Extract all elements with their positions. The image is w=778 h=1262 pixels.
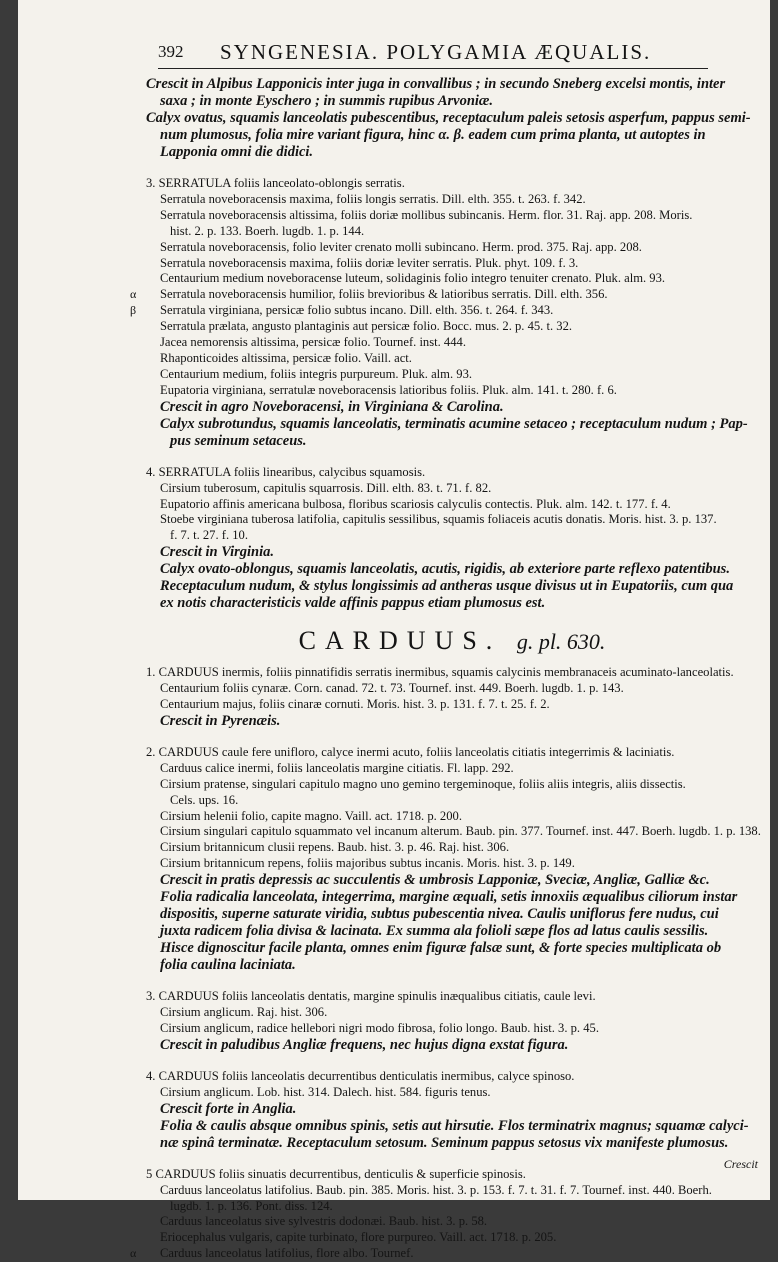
text-line	[146, 1021, 758, 1037]
species-heading	[146, 465, 758, 481]
text-line	[146, 271, 758, 287]
line-text: Crescit in pratis depressis ac succulentis & umbrosis Lapponiæ, Sveciæ, Angliæ, Galliæ &c.	[160, 872, 710, 889]
line-text: Centaurium medium, foliis integris purpureum. Pluk. alm. 93.	[160, 366, 473, 381]
variety-mark: β	[130, 303, 137, 318]
species-heading	[146, 1167, 758, 1183]
text-line	[146, 793, 758, 809]
text-line	[146, 697, 758, 713]
line-text: Carduus lanceolatus sive sylvestris dodonæi. Baub. hist. 3. p. 58.	[160, 1214, 488, 1229]
text-line	[146, 93, 758, 110]
text-line	[146, 240, 758, 256]
line-text: Serratula noveboracensis, folio leviter crenato molli subincano. Herm. prod. 375. Raj. app. 208.	[160, 239, 642, 254]
line-text: Eupatoria virginiana, serratulæ noveboracensis latioribus foliis. Pluk. alm. 141. t. 280. f. 6.	[160, 382, 617, 397]
genus-name: CARDUUS.	[298, 626, 502, 656]
page-body	[130, 76, 761, 1262]
variety-mark: α	[130, 287, 137, 302]
text-line	[146, 872, 758, 889]
line-text: num plumosus, folia mire variant figura, hinc α. β. eadem cum prima planta, ut autoptes in	[160, 127, 706, 143]
line-text: 3. CARDUUS foliis lanceolatis dentatis, margine spinulis inæqualibus citiatis, caule levi.	[146, 989, 596, 1004]
spacer	[146, 612, 758, 620]
species-heading	[146, 665, 758, 681]
line-text: Serratula prælata, angusto plantaginis aut persicæ folio. Bocc. mus. 2. p. 45. t. 32.	[160, 319, 573, 334]
text-line	[146, 713, 758, 730]
line-text: Cirsium britannicum repens, foliis majoribus subtus incanis. Moris. hist. 3. p. 149.	[160, 856, 575, 871]
line-text: Crescit in agro Noveboracensi, in Virginiana & Carolina.	[160, 398, 504, 415]
text-line	[146, 761, 758, 777]
text-line	[146, 481, 758, 497]
text-line	[146, 824, 761, 840]
text-line	[146, 889, 758, 906]
spacer	[146, 974, 758, 989]
species-heading	[146, 176, 758, 192]
line-text: Carduus lanceolatus latifolius, flore albo. Tournef.	[160, 1246, 414, 1261]
line-text: Eupatorio affinis americana bulbosa, floribus scariosis calyculis contectis. Pluk. alm. 142. t. 177. f. 4.	[160, 496, 671, 511]
line-text: hist. 2. p. 133. Boerh. lugdb. 1. p. 144.	[170, 223, 365, 238]
line-text: Carduus lanceolatus latifolius. Baub. pin. 385. Moris. hist. 3. p. 153. f. 7. t. 31. f. 7. Tournef. inst. 440. Boerh.	[160, 1182, 712, 1197]
text-line	[146, 1005, 758, 1021]
text-line	[146, 497, 758, 513]
text-line	[146, 1183, 758, 1199]
line-text: Crescit in Pyrenæis.	[160, 712, 281, 729]
text-line	[146, 1118, 758, 1135]
text-line	[146, 416, 758, 433]
page-header	[158, 38, 708, 69]
line-text: folia caulina laciniata.	[160, 957, 296, 974]
line-text: 1. CARDUUS inermis, foliis pinnatifidis serratis inermibus, squamis calycinis membranaceis acuminato-lanceolatis.	[146, 665, 734, 680]
text-line	[146, 1037, 758, 1054]
genus-reference: g. pl. 630.	[516, 629, 606, 655]
line-text: 4. SERRATULA foliis linearibus, calycibus squamosis.	[146, 464, 426, 479]
line-text: Jacea nemorensis altissima, persicæ folio. Tournef. inst. 444.	[160, 335, 466, 350]
text-line	[146, 856, 758, 872]
text-line	[146, 110, 758, 127]
line-text: Centaurium foliis cynaræ. Corn. canad. 72. t. 73. Tournef. inst. 449. Boerh. lugdb. 1. p. 143.	[160, 681, 624, 696]
text-line	[146, 335, 758, 351]
text-line	[130, 287, 758, 303]
text-line	[146, 224, 758, 240]
text-line	[146, 840, 758, 856]
line-text: Lapponia omni die didici.	[160, 144, 314, 160]
line-text: Cirsium britannicum clusii repens. Baub. hist. 3. p. 46. Raj. hist. 306.	[160, 840, 510, 855]
variety-mark: α	[130, 1246, 137, 1261]
line-text: Serratula noveboracensis humilior, foliis brevioribus & latioribus serratis. Dill. elth. 356.	[160, 287, 608, 302]
line-text: Serratula noveboracensis maxima, foliis doriæ leviter serratis. Pluk. phyt. 109. f. 3.	[160, 255, 579, 270]
line-text: Crescit in Virginia.	[160, 544, 275, 561]
line-text: Folia radicalia lanceolata, integerrima, margine æquali, setis innoxiis æqualibus ciliorum instar	[160, 889, 738, 906]
line-text: Carduus calice inermi, foliis lanceolatis margine citiatis. Fl. lapp. 292.	[160, 760, 514, 775]
text-line	[130, 303, 758, 319]
species-heading	[146, 745, 758, 761]
line-text: 2. CARDUUS caule fere unifloro, calyce inermi acuto, foliis lanceolatis citiatis integerrimis & laciniatis.	[146, 744, 675, 759]
species-heading	[146, 1069, 758, 1085]
line-text: f. 7. t. 27. f. 10.	[170, 528, 249, 543]
line-text: Crescit in paludibus Angliæ frequens, nec hujus digna exstat figura.	[160, 1036, 569, 1053]
line-text: Cirsium pratense, singulari capitulo magno uno gemino tergeminoque, foliis aliis integris, aliis dissectis.	[160, 776, 686, 791]
text-line	[130, 1246, 758, 1262]
line-text: Cirsium anglicum. Raj. hist. 306.	[160, 1005, 328, 1020]
line-text: næ spinâ terminatæ. Receptaculum setosum. Seminum pappus setosus vix manifeste plumosus.	[160, 1134, 729, 1151]
page-number: 392	[158, 42, 184, 61]
text-line	[146, 544, 758, 561]
line-text: Eriocephalus vulgaris, capite turbinato, flore purpureo. Vaill. act. 1718. p. 205.	[160, 1230, 557, 1245]
text-line	[146, 512, 758, 528]
line-text: Cirsium tuberosum, capitulis squarrosis. Dill. elth. 83. t. 71. f. 82.	[160, 480, 492, 495]
line-text: Folia & caulis absque omnibus spinis, setis aut hirsutie. Flos terminatrix magnus; squamæ calyci-	[160, 1117, 749, 1134]
text-line	[146, 127, 758, 144]
text-line	[146, 1085, 758, 1101]
line-text: dispositis, superne saturate viridia, subtus pubescentia nivea. Caulis uniflorus fere nudus, cui	[160, 906, 719, 923]
text-line	[146, 777, 758, 793]
line-text: Serratula noveboracensis maxima, foliis longis serratis. Dill. elth. 355. t. 263. f. 342.	[160, 191, 586, 206]
text-line	[146, 208, 758, 224]
line-text: Cirsium singulari capitulo squammato vel incanum alterum. Baub. pin. 377. Tournef. inst. 447. Boerh. lugdb. 1. p. 138.	[160, 824, 761, 839]
spacer	[146, 1152, 758, 1167]
text-line	[146, 319, 758, 335]
spacer	[146, 161, 758, 176]
line-text: Stoebe virginiana tuberosa latifolia, capitulis sessilibus, squamis foliaceis acutis donatis. Moris. hist. 3. p. 137.	[160, 512, 717, 527]
text-line	[146, 383, 758, 399]
line-text: 4. CARDUUS foliis lanceolatis decurrentibus denticulatis inermibus, calyce spinoso.	[146, 1068, 575, 1083]
line-text: Cirsium anglicum, radice hellebori nigri modo fibrosa, folio longo. Baub. hist. 3. p. 45.	[160, 1021, 599, 1035]
text-line	[146, 399, 758, 416]
text-line	[146, 351, 758, 367]
text-line	[146, 76, 758, 93]
line-text: Calyx ovatus, squamis lanceolatis pubescentibus, receptaculum paleis setosis asperfum, pappus semi-	[146, 110, 751, 126]
line-text: Serratula noveboracensis altissima, foliis doriæ mollibus subincanis. Herm. flor. 31. Raj. app. 208. Moris.	[160, 207, 693, 222]
line-text: Cels. ups. 16.	[170, 792, 239, 807]
spacer	[146, 450, 758, 465]
text-line	[146, 940, 758, 957]
text-line	[146, 578, 758, 595]
line-text: Serratula virginiana, persicæ folio subtus incano. Dill. elth. 356. t. 264. f. 343.	[160, 303, 554, 318]
line-text: lugdb. 1. p. 136. Pont. diss. 124.	[170, 1198, 333, 1213]
text-line	[146, 681, 758, 697]
line-text: Receptaculum nudum, & stylus longissimis ad antheras usque divisus ut in Eupatoriis, cum qua	[160, 578, 734, 595]
text-line	[146, 1214, 758, 1230]
spacer	[146, 1054, 758, 1069]
text-line	[146, 923, 758, 940]
text-line	[146, 433, 758, 450]
running-head: SYNGENESIA. POLYGAMIA ÆQUALIS.	[220, 40, 652, 64]
line-text: 3. SERRATULA foliis lanceolato-oblongis serratis.	[146, 176, 405, 190]
species-heading	[146, 989, 758, 1005]
text-line	[146, 906, 758, 923]
text-line	[146, 1199, 758, 1215]
catchword: Crescit	[723, 1157, 758, 1171]
text-line	[146, 1135, 758, 1152]
line-text: Crescit forte in Anglia.	[160, 1100, 297, 1117]
book-page	[18, 0, 770, 1261]
text-line	[146, 144, 758, 161]
line-text: saxa ; in monte Eyschero ; in summis rupibus Arvoniæ.	[160, 93, 494, 109]
line-text: Cirsium helenii folio, capite magno. Vaill. act. 1718. p. 200.	[160, 808, 462, 823]
text-line	[146, 528, 758, 544]
line-text: pus seminum setaceus.	[170, 432, 307, 449]
text-line	[146, 561, 758, 578]
line-text: Centaurium majus, foliis cinaræ cornuti. Moris. hist. 3. p. 131. f. 7. t. 25. f. 2.	[160, 697, 550, 712]
text-line	[146, 809, 758, 825]
text-line	[146, 192, 758, 208]
text-line	[146, 595, 758, 612]
line-text: Crescit in Alpibus Lapponicis inter juga in convallibus ; in secundo Sneberg excelsi montis, inter	[146, 76, 726, 92]
line-text: Cirsium anglicum. Lob. hist. 314. Dalech. hist. 584. figuris tenus.	[160, 1084, 491, 1099]
text-line	[146, 1101, 758, 1118]
line-text: ex notis characteristicis valde affinis pappus etiam plumosus est.	[160, 595, 546, 612]
line-text: Centaurium medium noveboracense luteum, solidaginis folio integro tenuiter crenato. Pluk. alm. 93.	[160, 271, 666, 286]
text-line	[146, 1230, 758, 1246]
text-line	[146, 256, 758, 272]
line-text: Calyx ovato-oblongus, squamis lanceolatis, acutis, rigidis, ab exteriore parte reflexo patentibus.	[160, 561, 730, 578]
line-text: 5 CARDUUS foliis sinuatis decurrentibus, denticulis & superficie spinosis.	[146, 1166, 526, 1181]
spacer	[146, 730, 758, 745]
genus-heading	[146, 620, 758, 665]
text-line	[146, 367, 758, 383]
line-text: Hisce dignoscitur facile planta, omnes enim figuræ falsæ sunt, & forte species multiplicata ob	[160, 940, 722, 957]
line-text: juxta radicem folia divisa & lacinata. Ex summa ala folioli sæpe flos ad latus caulis sessilis.	[160, 923, 709, 940]
line-text: Calyx subrotundus, squamis lanceolatis, terminatis acumine setaceo ; receptaculum nudum ; Pap-	[160, 415, 748, 432]
text-line	[146, 957, 758, 974]
line-text: Rhaponticoides altissima, persicæ folio. Vaill. act.	[160, 350, 412, 365]
